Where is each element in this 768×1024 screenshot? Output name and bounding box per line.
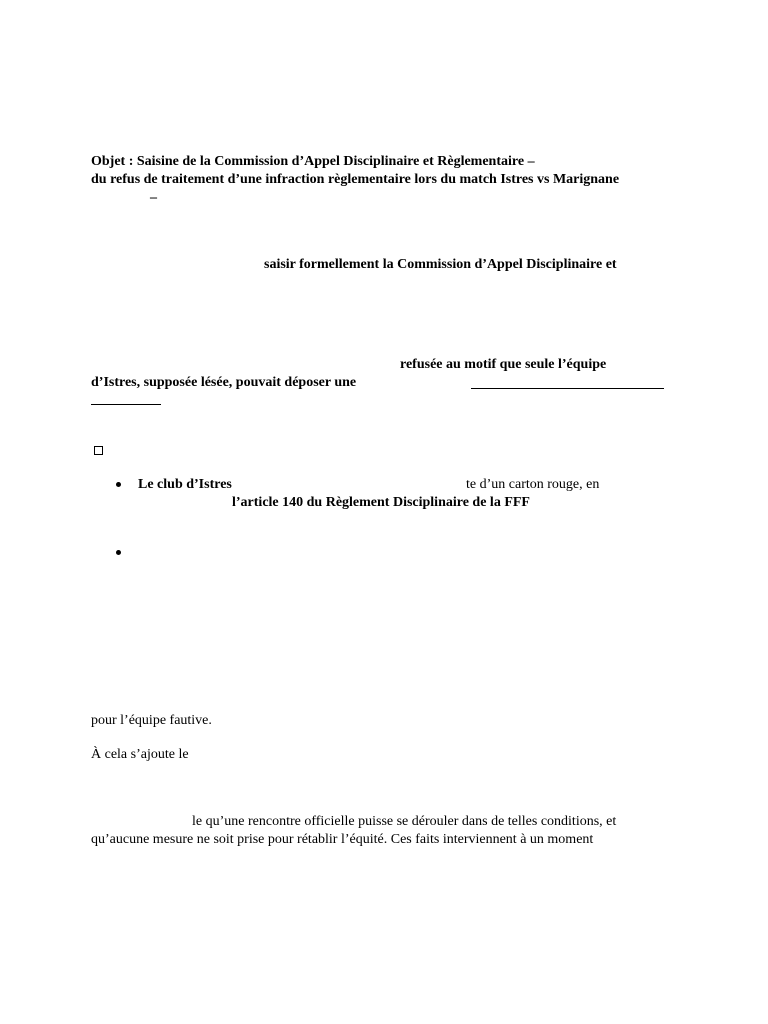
blank-underline-2: [91, 404, 161, 405]
paragraph-2-fragment-b: d’Istres, supposée lésée, pouvait déposer une: [91, 375, 357, 390]
bullet-1-lead: Le club d’Istres: [138, 477, 232, 492]
paragraph-5-line-2: qu’aucune mesure ne soit prise pour rétablir l’équité. Ces faits interviennent à un moment: [91, 832, 594, 847]
paragraph-5-line-1: le qu’une rencontre officielle puisse se dérouler dans de telles conditions, et: [192, 814, 617, 829]
paragraph-4: À cela s’ajoute le: [91, 747, 189, 762]
paragraph-2-fragment-a: refusée au motif que seule l’équipe: [400, 357, 607, 372]
subject-dash: –: [150, 190, 157, 205]
paragraph-3: pour l’équipe fautive.: [91, 713, 212, 728]
bullet-1-tail: te d’un carton rouge, en: [466, 477, 600, 492]
subject-line-1: Objet : Saisine de la Commission d’Appel Disciplinaire et Règlementaire –: [91, 154, 535, 169]
bullet-icon: [116, 550, 121, 555]
bullet-icon: [116, 482, 121, 487]
paragraph-1-fragment: saisir formellement la Commission d’Appel Disciplinaire et: [264, 257, 617, 272]
subject-line-2: du refus de traitement d’une infraction règlementaire lors du match Istres vs Marignane: [91, 172, 620, 187]
bullet-1-line-2: l’article 140 du Règlement Disciplinaire de la FFF: [232, 495, 530, 510]
checkbox-icon: [94, 446, 103, 455]
blank-underline-1: [471, 388, 664, 389]
